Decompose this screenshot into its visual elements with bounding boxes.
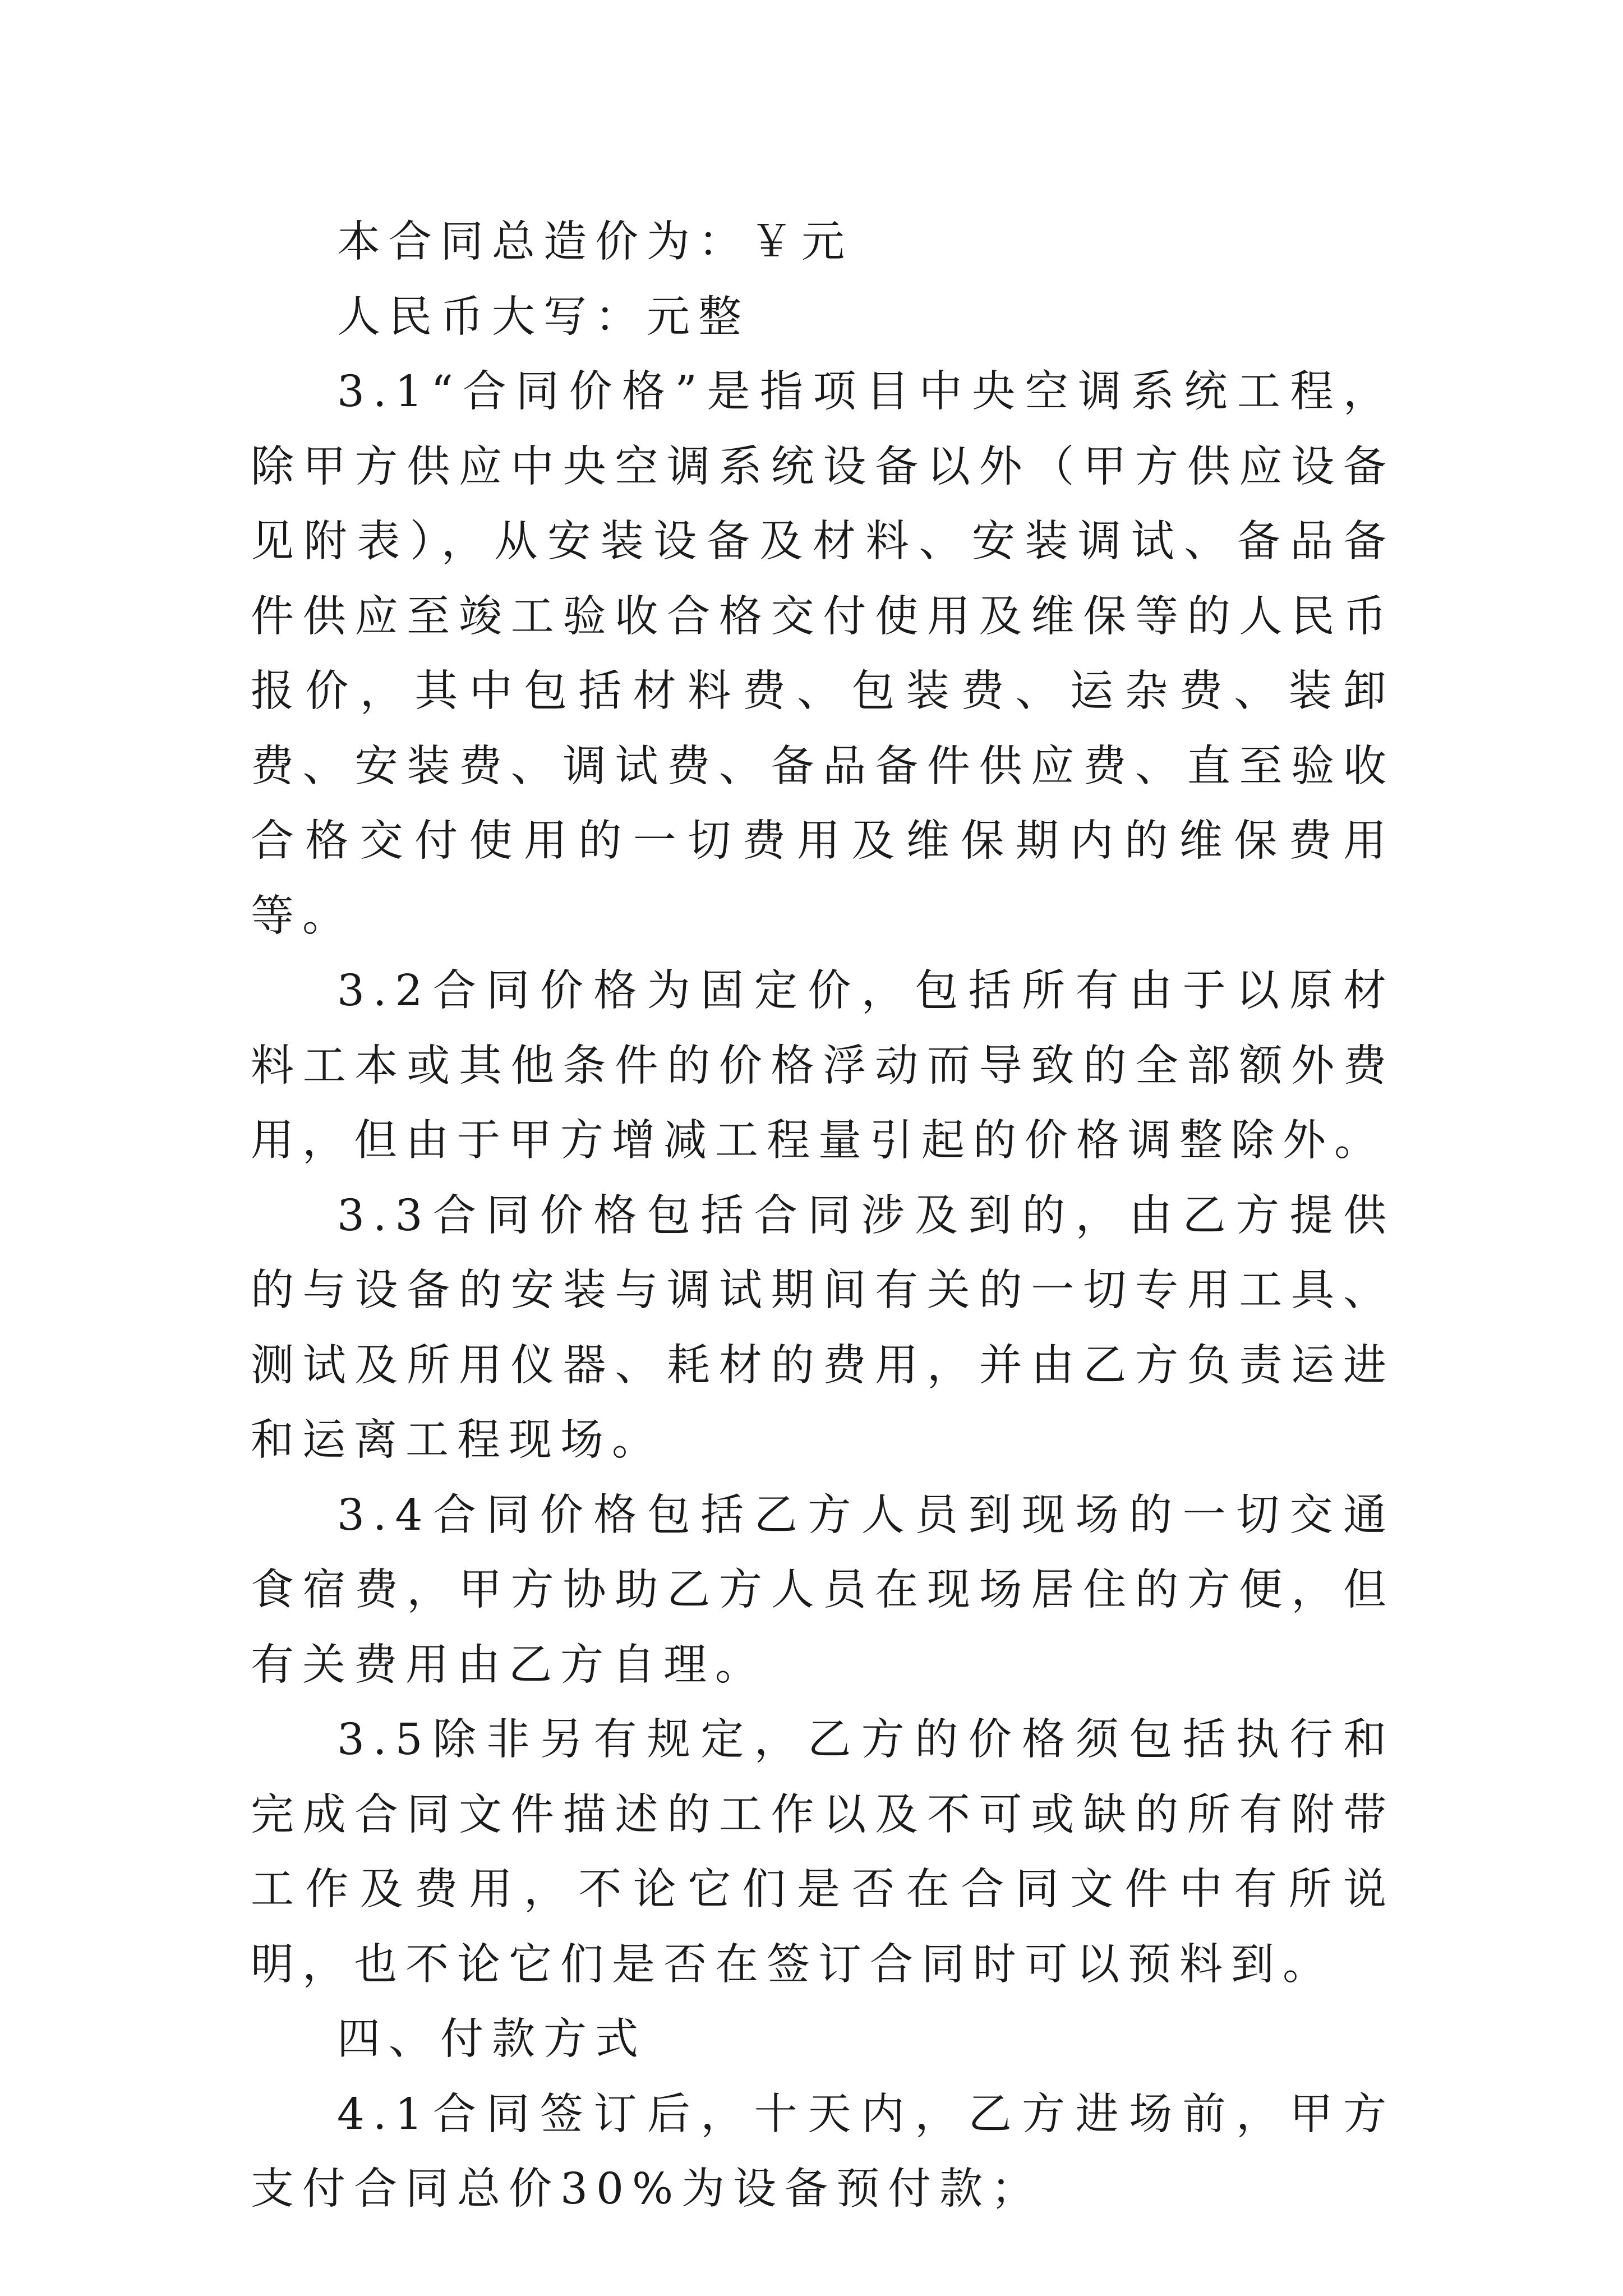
clause-3-3: 3.3合同价格包括合同涉及到的，由乙方提供的与设备的安装与调试期间有关的一切专用工具、测试及所用仪器、耗材的费用，并由乙方负责运进和运离工程现场。: [251, 1190, 1395, 1465]
section-heading-payment: 四、付款方式: [337, 2014, 647, 2064]
contract-total-price: 本合同总造价为：￥元: [337, 217, 853, 267]
clause-3-5: 3.5除非另有规定，乙方的价格须包括执行和完成合同文件描述的工作以及不可或缺的所有附带工作及费用，不论它们是否在合同文件中有所说明，也不论它们是否在签订合同时可以预料到。: [251, 1715, 1395, 1990]
clause-3-4: 3.4合同价格包括乙方人员到现场的一切交通食宿费，甲方协助乙方人员在现场居住的方便，但有关费用由乙方自理。: [251, 1490, 1395, 1690]
rmb-amount-in-words: 人民币大写：元整: [337, 292, 750, 342]
document-body: [251, 205, 1395, 2227]
clause-3-1: 3.1“合同价格”是指项目中央空调系统工程，除甲方供应中央空调系统设备以外（甲方供应设备见附表），从安装设备及材料、安装调试、备品备件供应至竣工验收合格交付使用及维保等的人民币报价，其中包括材料费、包装费、运杂费、装卸费、安装费、调试费、备品备件供应费、直至验收合格交付使用的一切费用及维保期内的维保费用等。: [251, 367, 1395, 941]
clause-3-2: 3.2合同价格为固定价，包括所有由于以原材料工本或其他条件的价格浮动而导致的全部额外费用，但由于甲方增减工程量引起的价格调整除外。: [251, 966, 1395, 1166]
clause-4-1: 4.1合同签订后，十天内，乙方进场前，甲方支付合同总价30%为设备预付款；: [251, 2089, 1395, 2214]
